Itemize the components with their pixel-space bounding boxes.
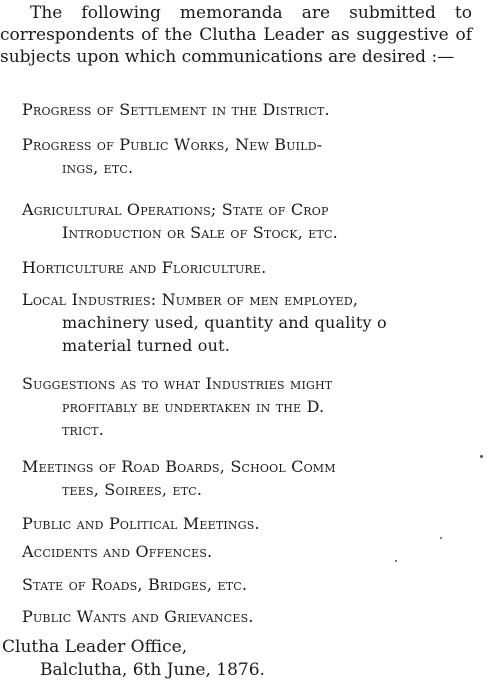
- print-speck: [480, 455, 483, 458]
- list-item-line: Progress of Settlement in the District.: [22, 100, 330, 119]
- list-item-line: trict.: [62, 420, 105, 439]
- list-item: [22, 540, 477, 563]
- list-item-line: Accidents and Offences.: [22, 542, 213, 561]
- list-item-line: Suggestions as to what Industries might: [22, 374, 333, 393]
- list-item-line: ings, etc.: [62, 158, 134, 177]
- list-item-line: Meetings of Road Boards, School Comm: [22, 457, 336, 476]
- list-item-line: Progress of Public Works, New Build-: [22, 135, 323, 154]
- list-item-line: profitably be undertaken in the D.: [62, 397, 325, 416]
- print-speck: [395, 560, 397, 562]
- list-item-line: Local Industries: Number of men employed,: [22, 290, 359, 309]
- list-item-line: Public Wants and Grievances.: [22, 607, 254, 626]
- list-item: [22, 98, 477, 121]
- list-item-line: Horticulture and Floriculture.: [22, 258, 267, 277]
- dateline: Balclutha, 6th June, 1876.: [40, 660, 265, 680]
- intro-paragraph: The following memoranda are submitted to correspondents of the Clutha Leader as suggestive of subjects upon which communications are desired :—: [0, 3, 472, 67]
- list-item: [22, 455, 477, 501]
- list-item-line: material turned out.: [62, 336, 231, 355]
- list-item-line: Agricultural Operations; State of Crop: [22, 200, 329, 219]
- list-item: [22, 605, 477, 628]
- list-item: [22, 256, 477, 279]
- list-item: [22, 372, 477, 441]
- list-item-line: State of Roads, Bridges, etc.: [22, 575, 248, 594]
- list-item: [22, 512, 477, 535]
- list-item: [22, 573, 477, 596]
- list-item: [22, 288, 477, 357]
- list-item-line: Public and Political Meetings.: [22, 514, 260, 533]
- list-item-line: Introduction or Sale of Stock, etc.: [62, 223, 338, 242]
- office-line: Clutha Leader Office,: [2, 637, 188, 657]
- print-speck: [440, 537, 442, 539]
- list-item-line: tees, Soirees, etc.: [62, 480, 203, 499]
- list-item: [22, 133, 477, 179]
- list-item-line: machinery used, quantity and quality o: [62, 313, 387, 332]
- signature-block: [0, 636, 487, 682]
- list-item: [22, 198, 477, 244]
